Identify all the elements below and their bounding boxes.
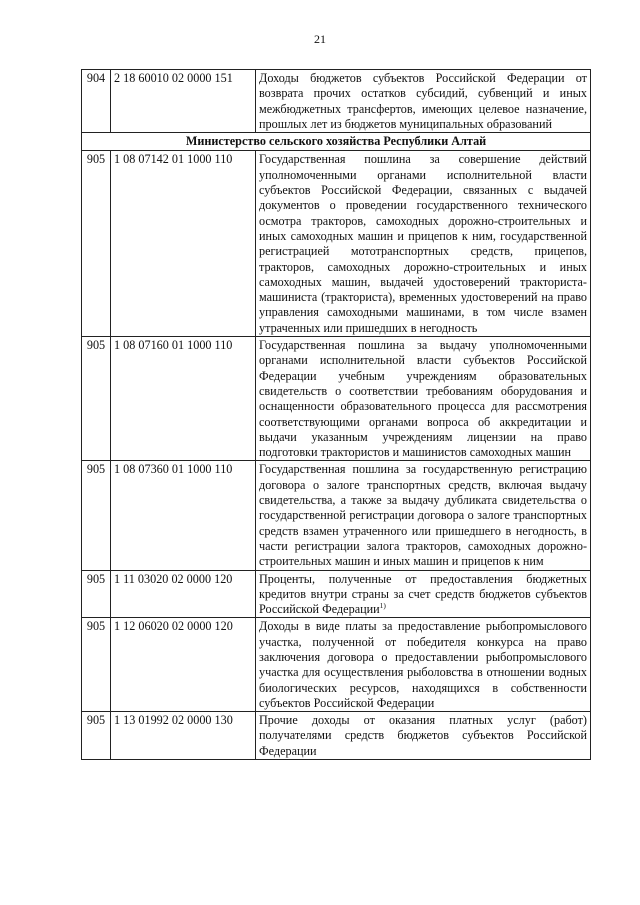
admin-code-cell: 905 bbox=[82, 151, 111, 337]
admin-code-cell: 905 bbox=[82, 570, 111, 618]
table-row bbox=[82, 337, 591, 461]
description-cell bbox=[256, 712, 591, 760]
revenue-codes-table bbox=[81, 69, 591, 760]
budget-code-cell: 1 11 03020 02 0000 120 bbox=[111, 570, 256, 618]
description-text: Проценты, полученные от предоставления бюджетных кредитов внутри страны за счет средств бюджетов субъектов Российской Федерации bbox=[259, 571, 587, 617]
description-text: Доходы бюджетов субъектов Российской Федерации от возврата прочих остатков субсидий, субвенций и иных межбюджетных трансфертов, имеющих целевое назначение, прошлых лет из бюджетов муниципальных образований bbox=[259, 71, 587, 131]
table-row bbox=[82, 570, 591, 618]
description-cell bbox=[256, 461, 591, 570]
table-row bbox=[82, 461, 591, 570]
admin-code-cell: 905 bbox=[82, 712, 111, 760]
section-header-row bbox=[82, 133, 591, 151]
admin-code-cell: 905 bbox=[82, 618, 111, 712]
admin-code-cell: 904 bbox=[82, 70, 111, 133]
admin-code-cell: 905 bbox=[82, 337, 111, 461]
description-text: Государственная пошлина за выдачу уполномоченными органами исполнительной власти субъектов Российской Федерации учебным учреждениям образовательных свидетельств о соответствии требованиям оборудования и оснащенности образовательного процесса для рассмотрения соответствующими органами вопроса об аккредитации и выдачи указанным учреждениям лицензии на право подготовки трактористов и машинистов самоходных машин bbox=[259, 338, 587, 460]
description-text: Прочие доходы от оказания платных услуг (работ) получателями средств бюджетов субъектов Российской Федерации bbox=[259, 713, 587, 758]
description-text: Доходы в виде платы за предоставление рыбопромыслового участка, полученной от победителя конкурса на право заключения договора о предоставлении рыбопромыслового участка для осуществления рыболовства в отношении водных биологических ресурсов, находящихся в собственности субъектов Российской Федерации bbox=[259, 619, 587, 710]
footnote-marker: 1) bbox=[379, 601, 386, 611]
table-row bbox=[82, 70, 591, 133]
description-cell bbox=[256, 70, 591, 133]
table-row bbox=[82, 712, 591, 760]
page-number: 21 bbox=[314, 32, 326, 46]
budget-code-cell: 1 12 06020 02 0000 120 bbox=[111, 618, 256, 712]
budget-code-cell: 1 13 01992 02 0000 130 bbox=[111, 712, 256, 760]
table-row bbox=[82, 618, 591, 712]
description-cell bbox=[256, 570, 591, 618]
description-text: Государственная пошлина за совершение действий уполномоченными органами исполнительной власти субъектов Российской Федерации, связанных с выдачей документов о проведении государственного технического осмотра тракторов, самоходных дорожно-строительных и иных самоходных машин и прицепов к ним, государственной регистрацией мототранспортных средств, прицепов, тракторов, самоходных дорожно-строительных и иных самоходных машин, выдачей удостоверений тракториста-машиниста (тракториста), временных удостоверений на право управления самоходными машинами, в том числе взамен утраченных или пришедших в негодность bbox=[259, 152, 587, 335]
admin-code-cell: 905 bbox=[82, 461, 111, 570]
budget-code-cell: 1 08 07142 01 1000 110 bbox=[111, 151, 256, 337]
description-cell bbox=[256, 337, 591, 461]
description-text: Государственная пошлина за государственную регистрацию договора о залоге транспортных средств, включая выдачу свидетельства, а также за выдачу дубликата свидетельства о государственной регистрации договора о залоге транспортных средств взамен утраченного или пришедшего в негодность, в части регистрации залога тракторов, самоходных дорожно-строительных машин и иных машин и прицепов к ним bbox=[259, 462, 587, 569]
description-cell bbox=[256, 618, 591, 712]
table-row bbox=[82, 151, 591, 337]
budget-code-cell: 1 08 07160 01 1000 110 bbox=[111, 337, 256, 461]
description-cell bbox=[256, 151, 591, 337]
budget-code-cell: 2 18 60010 02 0000 151 bbox=[111, 70, 256, 133]
budget-code-cell: 1 08 07360 01 1000 110 bbox=[111, 461, 256, 570]
section-title: Министерство сельского хозяйства Республики Алтай bbox=[82, 133, 591, 151]
